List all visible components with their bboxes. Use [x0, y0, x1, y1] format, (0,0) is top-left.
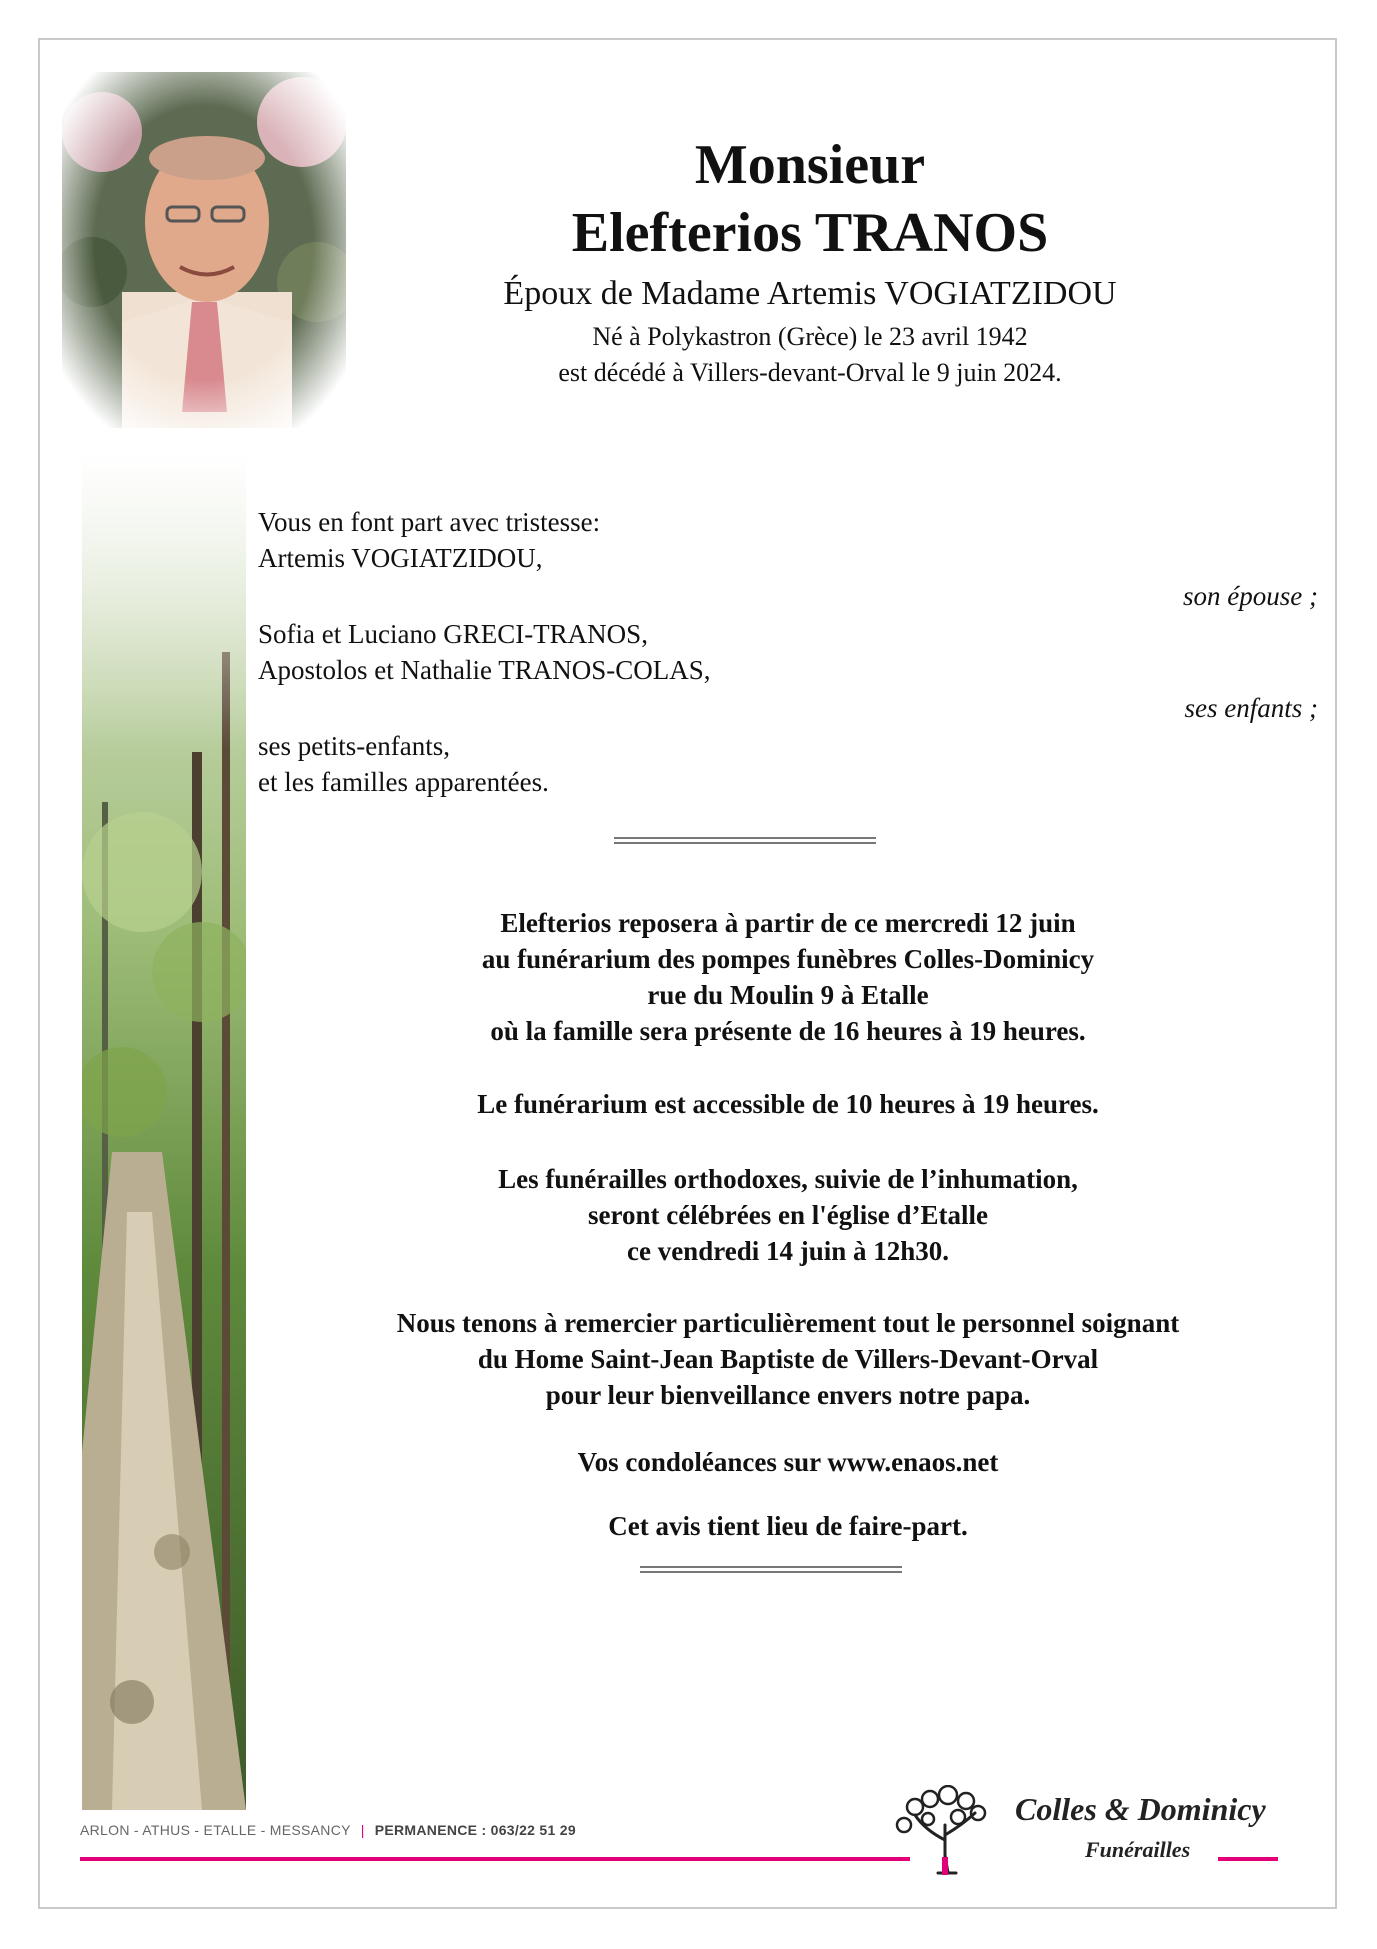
- condolences-line: Vos condoléances sur www.enaos.net: [577, 1447, 999, 1477]
- funeral-line-2: seront célébrées en l'église d’Etalle: [588, 1200, 988, 1230]
- viewing-line-4: où la famille sera présente de 16 heures à 19 heures.: [490, 1016, 1086, 1046]
- birth-line: Né à Polykastron (Grèce) le 23 avril 1942: [592, 322, 1028, 351]
- footer-locations: ARLON - ATHUS - ETALLE - MESSANCY: [80, 1822, 351, 1838]
- children-role: ses enfants ;: [1184, 693, 1318, 723]
- footer-permanence: PERMANENCE : 063/22 51 29: [374, 1822, 576, 1838]
- thanks-line-1: Nous tenons à remercier particulièrement tout le personnel soignant: [396, 1308, 1180, 1338]
- child-1: Sofia et Luciano GRECI-TRANOS,: [258, 619, 648, 649]
- funeral-notice: [258, 905, 1318, 1541]
- family-list: [258, 504, 1318, 804]
- relatives: et les familles apparentées.: [258, 767, 549, 797]
- funeral-line-3: ce vendredi 14 juin à 12h30.: [626, 1236, 950, 1266]
- closing-line: Cet avis tient lieu de faire-part.: [608, 1511, 968, 1541]
- funeral-line-1: Les funérailles orthodoxes, suivie de l’inhumation,: [498, 1164, 1078, 1194]
- company-logo: [890, 1785, 1290, 1875]
- forest-path-image: [82, 452, 246, 1810]
- portrait-photo: [62, 72, 346, 428]
- footer-separator: |: [360, 1822, 365, 1838]
- family-intro: Vous en font part avec tristesse:: [258, 507, 601, 537]
- deceased-name: Elefterios TRANOS: [571, 202, 1049, 264]
- spouse-line: Époux de Madame Artemis VOGIATZIDOU: [503, 275, 1117, 312]
- footer-contact: [80, 1822, 576, 1838]
- divider-top: [614, 837, 876, 844]
- grandchildren: ses petits-enfants,: [258, 731, 450, 761]
- footer-accent-line: [80, 1857, 910, 1861]
- child-2: Apostolos et Nathalie TRANOS-COLAS,: [258, 655, 711, 685]
- tree-icon: [890, 1785, 990, 1875]
- spouse-name: Artemis VOGIATZIDOU,: [258, 543, 543, 573]
- viewing-line-2: au funérarium des pompes funèbres Colles-Dominicy: [481, 944, 1095, 974]
- spouse-role: son épouse ;: [1183, 581, 1318, 611]
- honorific-title: Monsieur: [694, 134, 926, 196]
- logo-subtitle: Funérailles: [1085, 1837, 1191, 1862]
- thanks-line-3: pour leur bienveillance envers notre papa.: [545, 1380, 1031, 1410]
- death-line: est décédé à Villers-devant-Orval le 9 juin 2024.: [558, 358, 1062, 387]
- viewing-line-3: rue du Moulin 9 à Etalle: [647, 980, 929, 1010]
- access-line: Le funérarium est accessible de 10 heures à 19 heures.: [477, 1089, 1099, 1119]
- logo-name: Colles & Dominicy: [1015, 1791, 1266, 1827]
- thanks-line-2: du Home Saint-Jean Baptiste de Villers-Devant-Orval: [477, 1344, 1099, 1374]
- divider-bottom: [640, 1566, 902, 1573]
- viewing-line-1: Elefterios reposera à partir de ce mercredi 12 juin: [500, 908, 1076, 938]
